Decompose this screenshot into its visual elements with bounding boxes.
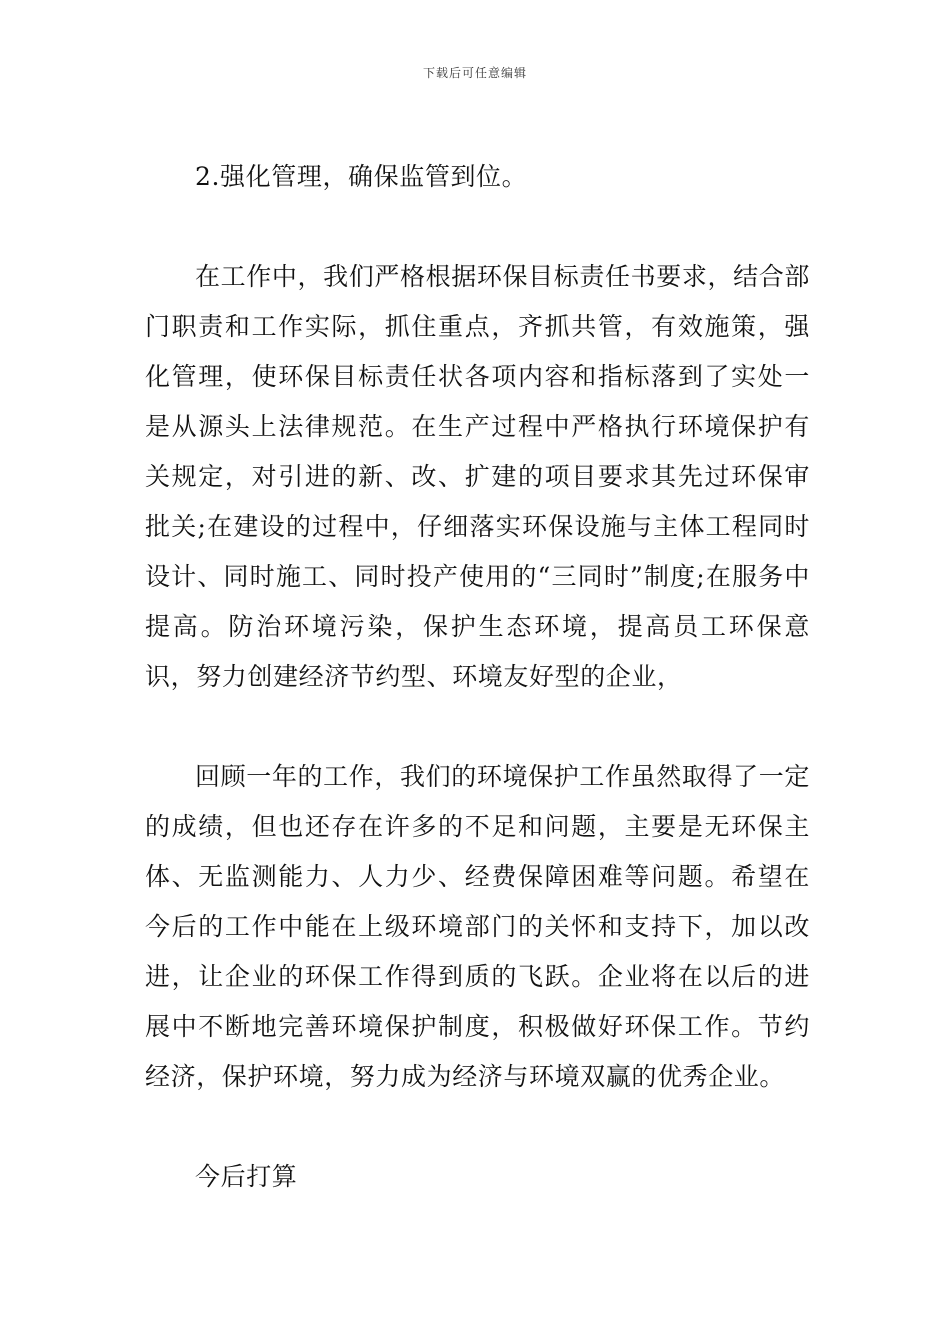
body-paragraph: 回顾一年的工作，我们的环境保护工作虽然取得了一定的成绩，但也还存在许多的不足和问题，主要是无环保主体、无监测能力、人力少、经费保障困难等问题。希望在今后的工作中能在上级环境部门的关怀和支持下，加以改进，让企业的环保工作得到质的飞跃。企业将在以后的进展中不断地完善环境保护制度，积极做好环保工作。节约经济，保护环境，努力成为经济与环境双赢的优秀企业。 bbox=[145, 762, 810, 1091]
section-heading: 2.强化管理，确保监管到位。 bbox=[195, 162, 528, 191]
page-header: 下载后可任意编辑 bbox=[422, 66, 527, 80]
section-heading: 今后打算 bbox=[195, 1162, 298, 1191]
document-body bbox=[145, 152, 810, 1202]
body-paragraph: 在工作中，我们严格根据环保目标责任书要求，结合部门职责和工作实际，抓住重点，齐抓共管，有效施策，强化管理，使环保目标责任状各项内容和指标落到了实处一是从源头上法律规范。在生产过程中严格执行环境保护有关规定，对引进的新、改、扩建的项目要求其先过环保审批关;在建设的过程中，仔细落实环保设施与主体工程同时设计、同时施工、同时投产使用的“三同时”制度;在服务中提高。防治环境污染，保护生态环境，提高员工环保意识，努力创建经济节约型、环境友好型的企业， bbox=[145, 262, 810, 691]
